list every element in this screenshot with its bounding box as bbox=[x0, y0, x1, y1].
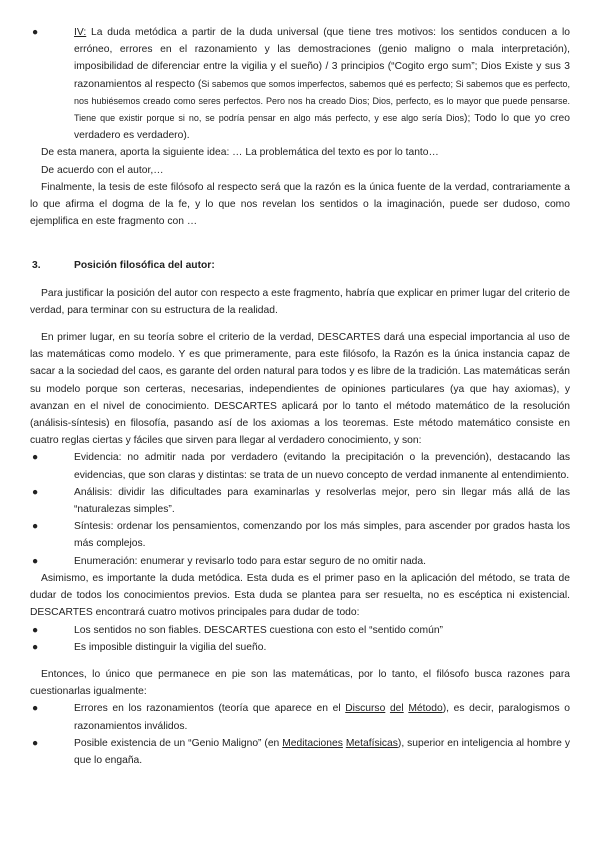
list-item-text: Análisis: dividir las dificultades para examinarlas y resolverlas mejor, pero sin llegar más allá de las “naturalezas simples”. bbox=[74, 486, 570, 516]
paragraph: Finalmente, la tesis de este filósofo al respecto será que la razón es la única fuente de la verdad, contrariamente a lo que afirma el dogma de la fe, y lo que nos revelan los sentidos o la imaginación, puede ser dudoso, como ejemplifica en este fragmento con … bbox=[30, 181, 570, 228]
book-title: Meditaciones bbox=[282, 737, 343, 749]
section-heading bbox=[30, 257, 570, 274]
bullet-icon: ● bbox=[32, 641, 39, 653]
paragraph: De esta manera, aporta la siguiente idea: … La problemática del texto es por lo tanto… bbox=[41, 147, 439, 159]
bullet-icon: ● bbox=[32, 555, 39, 567]
section-number: 3. bbox=[32, 260, 41, 272]
paragraph: En primer lugar, en su teoría sobre el criterio de la verdad, DESCARTES dará una especial importancia al uso de las matemáticas como modelo. Y es que primeramente, para este filósofo, la Razón es la única instancia capaz de sacar a la sociedad del caos, es garante del orden natural para todos y es libre de la tradición. Las matemáticas serán su modelo porque son certeras, necesarias, independientes de opiniones particulares (ya que hay axiomas), y avanzan en el nivel de conocimiento. DESCARTES aplicará por lo tanto el método matemático de la resolución (análisis-síntesis) en filosofía, pasando así de los axiomas a los teoremas. Este método matemático consiste en cuatro reglas ciertas y fáciles que sirven para llegar al verdadero conocimiento, y son: bbox=[30, 332, 570, 447]
list-item bbox=[30, 518, 570, 552]
bullet-icon: ● bbox=[32, 521, 39, 533]
list-item bbox=[30, 449, 570, 483]
paragraph: De acuerdo con el autor,… bbox=[41, 164, 164, 176]
list-item-text: Posible existencia de un “Genio Maligno” (en Meditaciones Metafísicas), superior en inteligencia al hombre y que lo engaña. bbox=[74, 737, 570, 766]
paragraph: Entonces, lo único que permanece en pie son las matemáticas, por lo tanto, el filósofo busca razones para cuestionarlas igualmente: bbox=[30, 668, 570, 698]
list-item bbox=[30, 622, 570, 639]
document-page bbox=[30, 24, 570, 769]
list-item-text: Es imposible distinguir la vigilia del sueño. bbox=[74, 641, 267, 653]
paragraph: Para justificar la posición del autor con respecto a este fragmento, habría que explicar en primer lugar del criterio de verdad, para terminar con su estructura de la realidad. bbox=[30, 287, 570, 316]
list-item-text: Los sentidos no son fiables. DESCARTES cuestiona con esto el “sentido común” bbox=[74, 624, 443, 636]
book-title: Metafísicas bbox=[345, 737, 398, 749]
list-item-text: IV: La duda metódica a partir de la duda universal (que tiene tres motivos: los sentidos conducen a lo erróneo, errores en el razonamiento y las demostraciones (genio maligno o mala interpretación), imposibilidad de diferenciar entre la vigilia y el sueño) / 3 principios (“Cogito ergo sum”; Dios Existe y sus 3 razonamientos al respecto (Si sabemos que somos imperfectos, sabemos qué es perfecto; Si sabemos que es perfecto, nos hubiésemos creado como seres perfectos. Pero nos ha creado Dios; Dios, perfecto, es lo mayor que puede pensarse. Tiene que existir porque si no, se podría pensar en algo más perfecto, y ese algo sería Dios); Todo lo que yo creo verdadero es verdadero). bbox=[74, 27, 570, 142]
list-item bbox=[30, 735, 570, 769]
list-item bbox=[30, 484, 570, 518]
bullet-icon: ● bbox=[32, 703, 39, 715]
list-item bbox=[30, 553, 570, 570]
list-item-text: Enumeración: enumerar y revisarlo todo para estar seguro de no omitir nada. bbox=[74, 555, 426, 567]
list-item-duda-metodica bbox=[30, 24, 570, 144]
bullet-icon: ● bbox=[32, 27, 39, 38]
book-title: del bbox=[389, 703, 404, 715]
bullet-icon: ● bbox=[32, 486, 39, 498]
small-note: Si sabemos que somos imperfectos, sabemos qué es perfecto; Si sabemos que es perfecto, nos hubiésemos creado como seres perfectos. Pero nos ha creado Dios; Dios, perfecto, es lo mayor que puede pensarse. Tiene que existir porque si no, se podría pensar en algo más perfecto, y ese algo sería Dios bbox=[74, 78, 570, 124]
list-item-text: Errores en los razonamientos (teoría que aparece en el Discurso del Método), es decir, paralogismos o razonamientos inválidos. bbox=[74, 703, 570, 732]
bullet-icon: ● bbox=[32, 624, 39, 636]
list-item bbox=[30, 639, 570, 656]
list-item-text: Evidencia: no admitir nada por verdadero (evitando la precipitación o la prevención), destacando las evidencias, que son claras y distintas: se trata de un nuevo concepto de verdad inmanente al entendimiento. bbox=[74, 452, 570, 481]
book-title: Discurso bbox=[345, 703, 386, 715]
bullet-icon: ● bbox=[32, 737, 39, 749]
list-item-text: Síntesis: ordenar los pensamientos, comenzando por los más simples, para ascender por grados hasta los más complejos. bbox=[74, 521, 570, 550]
item-label: IV: bbox=[74, 27, 87, 38]
paragraph: Asimismo, es importante la duda metódica. Esta duda es el primer paso en la aplicación del método, se trata de dudar de todos los conocimientos previos. Esta duda se plantea para ser resuelta, no es escéptica ni existencial. DESCARTES encontrará cuatro motivos principales para dudar de todo: bbox=[30, 572, 570, 619]
bullet-icon: ● bbox=[32, 452, 39, 464]
book-title: Método bbox=[408, 703, 443, 715]
list-item bbox=[30, 700, 570, 734]
section-title: Posición filosófica del autor: bbox=[74, 260, 215, 272]
